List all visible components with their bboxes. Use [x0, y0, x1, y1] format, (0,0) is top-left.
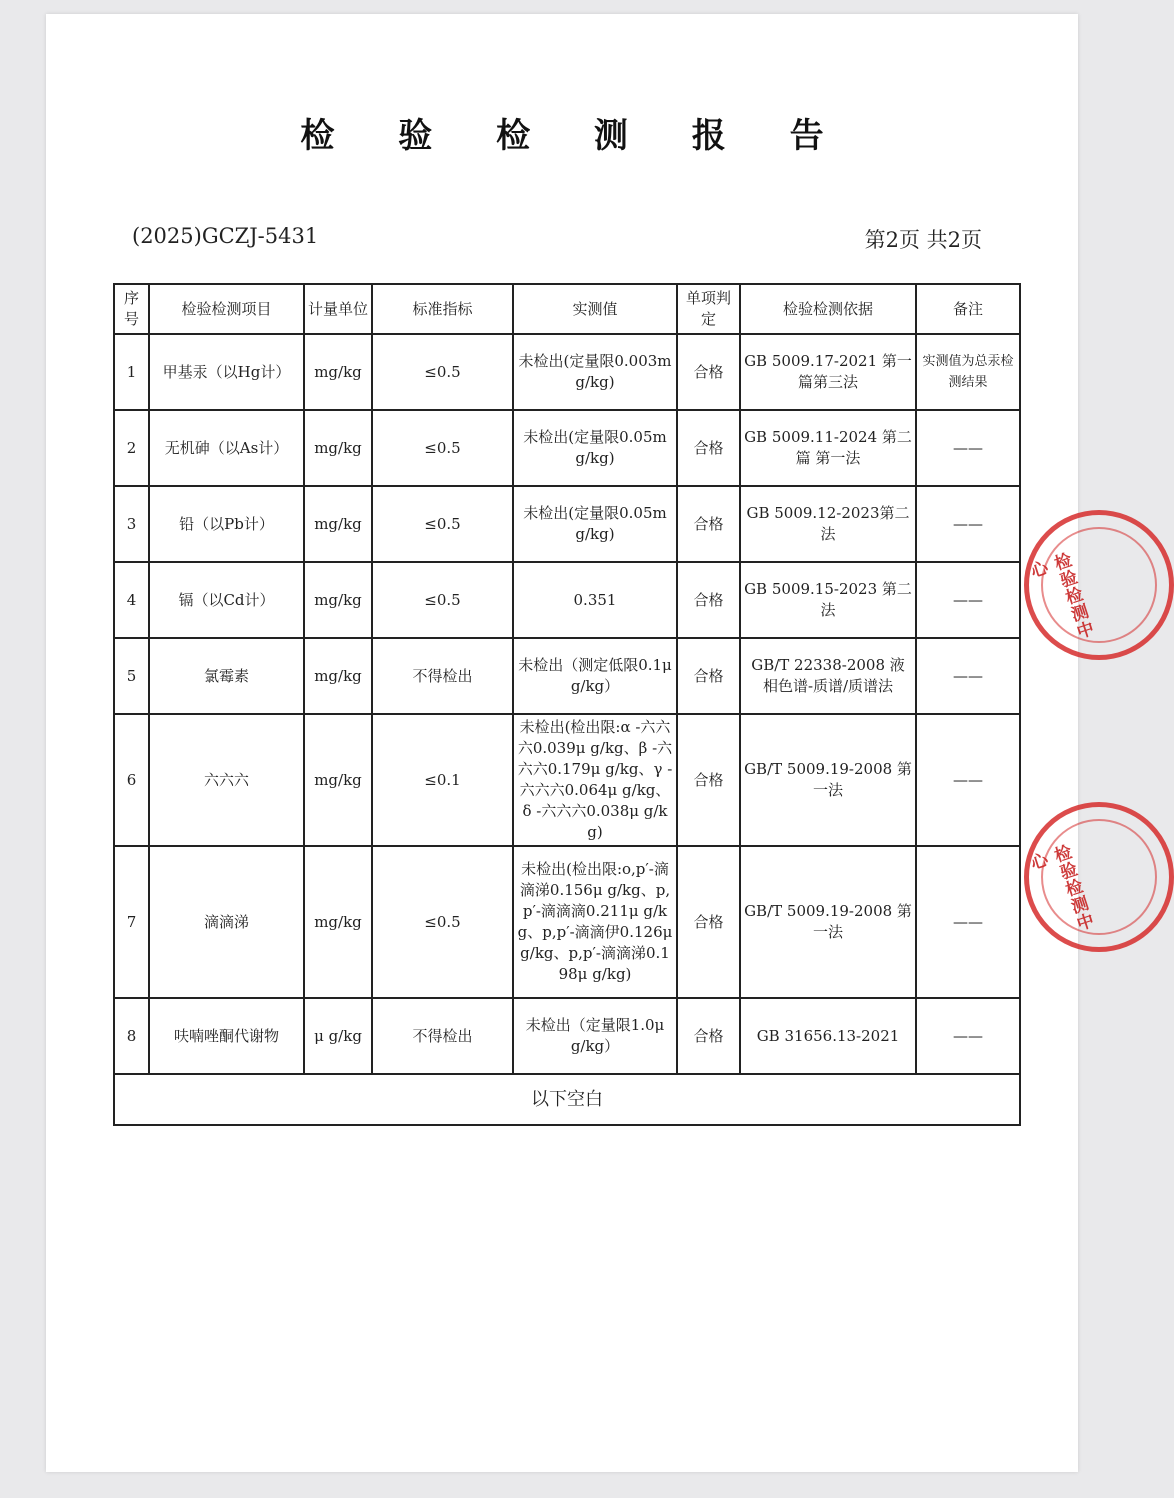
- table-row: [114, 714, 1020, 846]
- test-basis: GB/T 5009.19-2008 第一法: [740, 846, 916, 998]
- page-indicator: 第2页 共2页: [864, 228, 982, 252]
- unit: mg/kg: [304, 486, 372, 562]
- remark: ——: [916, 638, 1020, 714]
- test-item: 氯霉素: [149, 638, 304, 714]
- table-row: [114, 486, 1020, 562]
- unit: mg/kg: [304, 562, 372, 638]
- row-number: 5: [114, 638, 149, 714]
- test-item: 无机砷（以As计）: [149, 410, 304, 486]
- judgment: 合格: [677, 846, 740, 998]
- blank-below-label: 以下空白: [114, 1074, 1020, 1125]
- header-cell: 检验检测项目: [149, 284, 304, 334]
- test-item: 六六六: [149, 714, 304, 846]
- table-header-row: [114, 284, 1020, 334]
- standard-limit: ≤0.5: [372, 410, 513, 486]
- remark: ——: [916, 846, 1020, 998]
- test-item: 镉（以Cd计）: [149, 562, 304, 638]
- unit: mg/kg: [304, 714, 372, 846]
- seal-text: 检验检测中心: [1024, 842, 1096, 935]
- header-cell: 实测值: [513, 284, 677, 334]
- measured-value: 未检出(定量限0.05mg/kg): [513, 410, 677, 486]
- remark: ——: [916, 562, 1020, 638]
- official-seal-stamp: [1024, 510, 1174, 660]
- row-number: 1: [114, 334, 149, 410]
- measured-value: 未检出(定量限0.05mg/kg): [513, 486, 677, 562]
- table-row: [114, 998, 1020, 1074]
- standard-limit: 不得检出: [372, 998, 513, 1074]
- table-row: [114, 638, 1020, 714]
- test-item: 铅（以Pb计）: [149, 486, 304, 562]
- remark: ——: [916, 998, 1020, 1074]
- row-number: 8: [114, 998, 149, 1074]
- test-basis: GB 5009.11-2024 第二篇 第一法: [740, 410, 916, 486]
- test-basis: GB/T 22338-2008 液相色谱-质谱/质谱法: [740, 638, 916, 714]
- table-row: [114, 846, 1020, 998]
- measured-value: 未检出（测定低限0.1μ g/kg）: [513, 638, 677, 714]
- remark: ——: [916, 486, 1020, 562]
- test-basis: GB 31656.13-2021: [740, 998, 916, 1074]
- table-row: [114, 334, 1020, 410]
- test-item: 滴滴涕: [149, 846, 304, 998]
- remark: 实测值为总汞检测结果: [916, 334, 1020, 410]
- standard-limit: ≤0.5: [372, 562, 513, 638]
- seal-text: 检验检测中心: [1024, 550, 1096, 643]
- measured-value: 未检出（定量限1.0μ g/kg）: [513, 998, 677, 1074]
- row-number: 3: [114, 486, 149, 562]
- results-table: [113, 283, 1021, 1126]
- unit: mg/kg: [304, 334, 372, 410]
- header-cell: 单项判定: [677, 284, 740, 334]
- header-cell: 序号: [114, 284, 149, 334]
- blank-row: [114, 1074, 1020, 1125]
- test-item: 呋喃唑酮代谢物: [149, 998, 304, 1074]
- standard-limit: ≤0.5: [372, 486, 513, 562]
- standard-limit: ≤0.1: [372, 714, 513, 846]
- test-basis: GB 5009.17-2021 第一篇第三法: [740, 334, 916, 410]
- unit: μ g/kg: [304, 998, 372, 1074]
- header-cell: 检验检测依据: [740, 284, 916, 334]
- judgment: 合格: [677, 998, 740, 1074]
- test-basis: GB 5009.12-2023第二法: [740, 486, 916, 562]
- judgment: 合格: [677, 334, 740, 410]
- judgment: 合格: [677, 562, 740, 638]
- measured-value: 未检出(检出限:α -六六六0.039μ g/kg、β -六六六0.179μ g/kg、γ -六六六0.064μ g/kg、δ -六六六0.038μ g/kg): [513, 714, 677, 846]
- standard-limit: ≤0.5: [372, 334, 513, 410]
- judgment: 合格: [677, 638, 740, 714]
- row-number: 6: [114, 714, 149, 846]
- standard-limit: ≤0.5: [372, 846, 513, 998]
- header-cell: 计量单位: [304, 284, 372, 334]
- report-page: [46, 14, 1096, 1472]
- test-basis: GB 5009.15-2023 第二法: [740, 562, 916, 638]
- report-number: (2025)GCZJ-5431: [132, 224, 319, 248]
- measured-value: 未检出(定量限0.003mg/kg): [513, 334, 677, 410]
- header-cell: 标准指标: [372, 284, 513, 334]
- unit: mg/kg: [304, 638, 372, 714]
- measured-value: 0.351: [513, 562, 677, 638]
- measured-value: 未检出(检出限:o,p′-滴滴涕0.156μ g/kg、p,p′-滴滴滴0.211μ g/kg、p,p′-滴滴伊0.126μ g/kg、p,p′-滴滴涕0.198μ g/kg): [513, 846, 677, 998]
- row-number: 7: [114, 846, 149, 998]
- judgment: 合格: [677, 410, 740, 486]
- unit: mg/kg: [304, 846, 372, 998]
- judgment: 合格: [677, 486, 740, 562]
- judgment: 合格: [677, 714, 740, 846]
- official-seal-stamp: [1024, 802, 1174, 952]
- standard-limit: 不得检出: [372, 638, 513, 714]
- row-number: 4: [114, 562, 149, 638]
- test-item: 甲基汞（以Hg计）: [149, 334, 304, 410]
- unit: mg/kg: [304, 410, 372, 486]
- table-row: [114, 562, 1020, 638]
- header-cell: 备注: [916, 284, 1020, 334]
- table-row: [114, 410, 1020, 486]
- test-basis: GB/T 5009.19-2008 第一法: [740, 714, 916, 846]
- remark: ——: [916, 410, 1020, 486]
- row-number: 2: [114, 410, 149, 486]
- remark: ——: [916, 714, 1020, 846]
- report-title: 检 验 检 测 报 告: [300, 116, 850, 156]
